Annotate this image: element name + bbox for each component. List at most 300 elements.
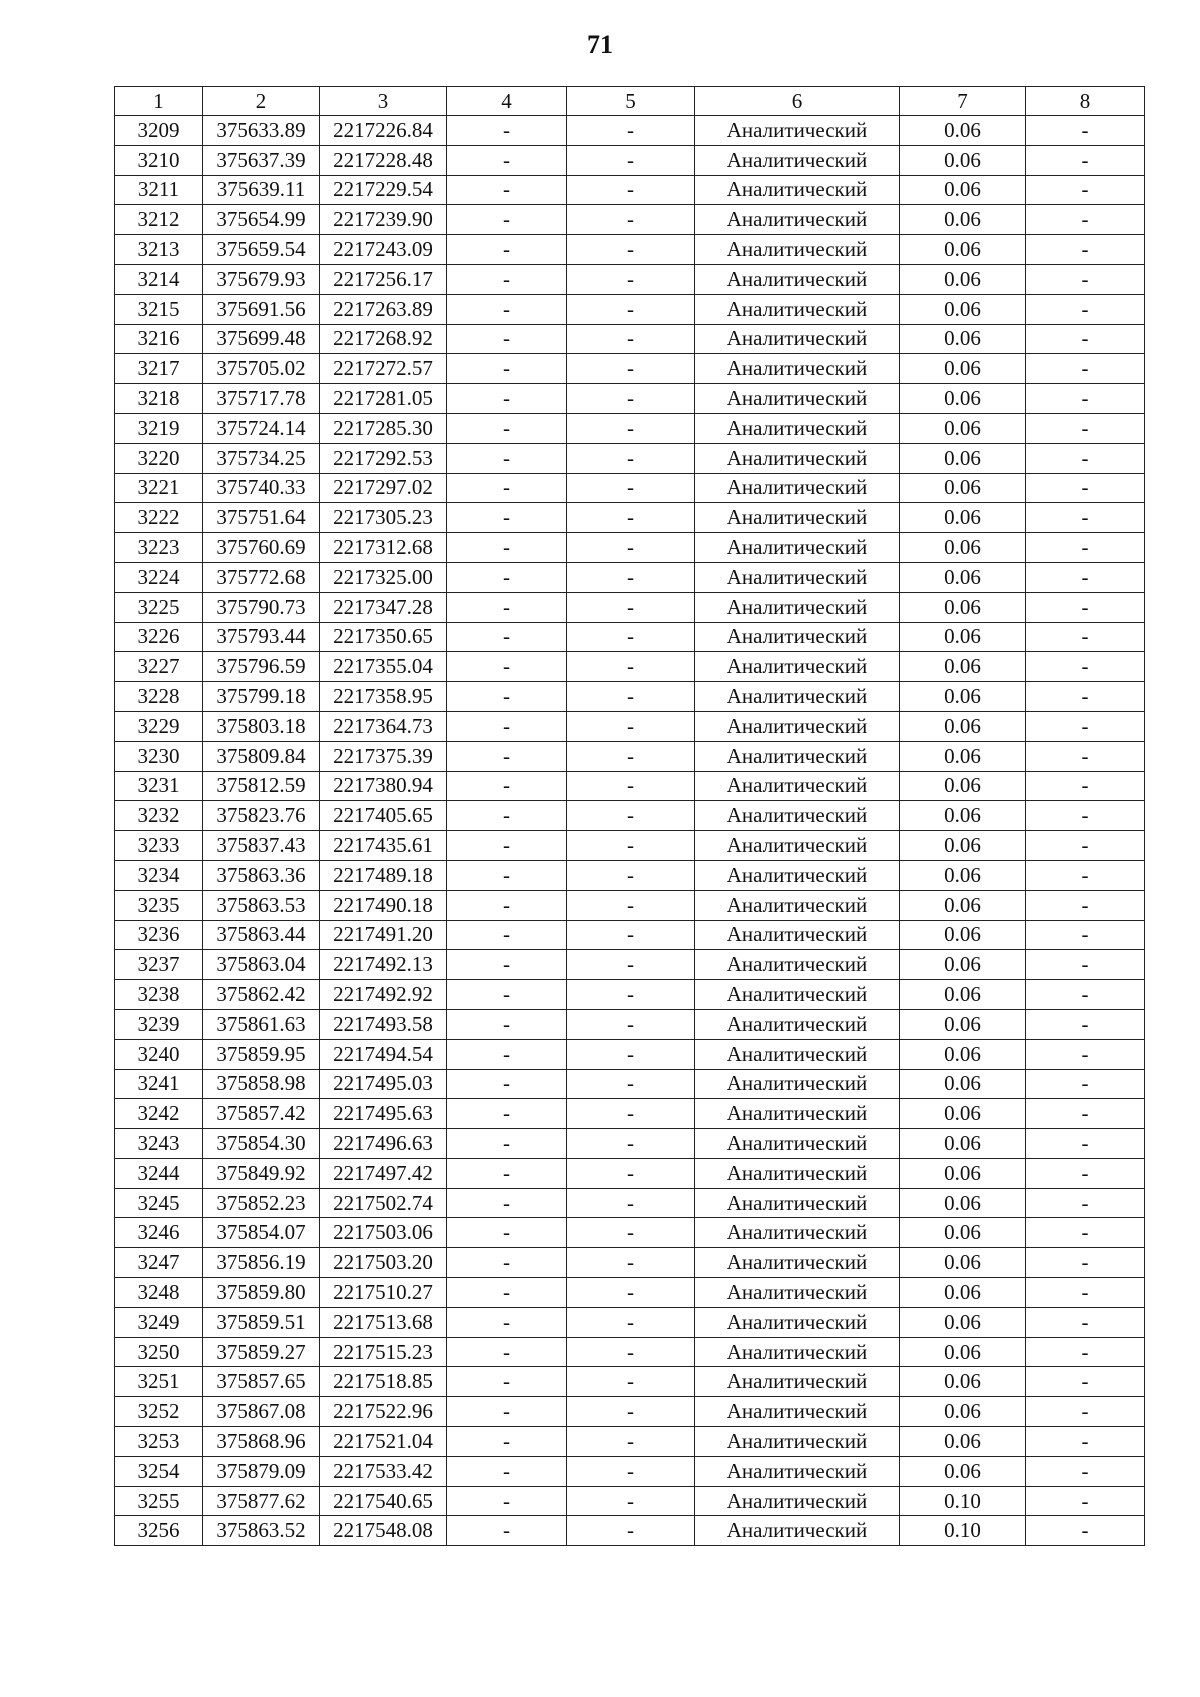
method-cell: Аналитический (695, 1486, 900, 1516)
point-number-cell: 3222 (115, 503, 203, 533)
accuracy-cell: 0.06 (900, 1278, 1026, 1308)
col8-cell: - (1026, 1397, 1145, 1427)
y-coordinate-cell: 2217518.85 (320, 1367, 447, 1397)
method-cell: Аналитический (695, 920, 900, 950)
col5-cell: - (567, 205, 695, 235)
column-header: 2 (203, 87, 320, 116)
table-row (115, 473, 1145, 503)
table-row (115, 831, 1145, 861)
col8-cell: - (1026, 354, 1145, 384)
col5-cell: - (567, 533, 695, 563)
table-header (115, 87, 1145, 116)
table-row (115, 1039, 1145, 1069)
method-cell: Аналитический (695, 384, 900, 414)
method-cell: Аналитический (695, 116, 900, 146)
col5-cell: - (567, 473, 695, 503)
x-coordinate-cell: 375799.18 (203, 682, 320, 712)
col4-cell: - (447, 145, 567, 175)
accuracy-cell: 0.06 (900, 1337, 1026, 1367)
x-coordinate-cell: 375858.98 (203, 1069, 320, 1099)
table-row (115, 205, 1145, 235)
y-coordinate-cell: 2217285.30 (320, 413, 447, 443)
y-coordinate-cell: 2217513.68 (320, 1307, 447, 1337)
accuracy-cell: 0.06 (900, 741, 1026, 771)
method-cell: Аналитический (695, 622, 900, 652)
col8-cell: - (1026, 116, 1145, 146)
col8-cell: - (1026, 1099, 1145, 1129)
y-coordinate-cell: 2217355.04 (320, 652, 447, 682)
y-coordinate-cell: 2217540.65 (320, 1486, 447, 1516)
table-row (115, 711, 1145, 741)
col4-cell: - (447, 771, 567, 801)
x-coordinate-cell: 375849.92 (203, 1158, 320, 1188)
y-coordinate-cell: 2217503.06 (320, 1218, 447, 1248)
point-number-cell: 3212 (115, 205, 203, 235)
point-number-cell: 3216 (115, 324, 203, 354)
y-coordinate-cell: 2217297.02 (320, 473, 447, 503)
point-number-cell: 3229 (115, 711, 203, 741)
col4-cell: - (447, 950, 567, 980)
method-cell: Аналитический (695, 1069, 900, 1099)
y-coordinate-cell: 2217510.27 (320, 1278, 447, 1308)
col4-cell: - (447, 1397, 567, 1427)
col4-cell: - (447, 1248, 567, 1278)
col5-cell: - (567, 1218, 695, 1248)
col8-cell: - (1026, 950, 1145, 980)
col4-cell: - (447, 860, 567, 890)
col5-cell: - (567, 1069, 695, 1099)
x-coordinate-cell: 375812.59 (203, 771, 320, 801)
accuracy-cell: 0.06 (900, 473, 1026, 503)
point-number-cell: 3209 (115, 116, 203, 146)
col8-cell: - (1026, 741, 1145, 771)
table-row (115, 890, 1145, 920)
col5-cell: - (567, 1278, 695, 1308)
table-row (115, 1397, 1145, 1427)
x-coordinate-cell: 375856.19 (203, 1248, 320, 1278)
x-coordinate-cell: 375859.95 (203, 1039, 320, 1069)
col8-cell: - (1026, 1158, 1145, 1188)
method-cell: Аналитический (695, 890, 900, 920)
col8-cell: - (1026, 1307, 1145, 1337)
x-coordinate-cell: 375679.93 (203, 264, 320, 294)
accuracy-cell: 0.06 (900, 890, 1026, 920)
col8-cell: - (1026, 264, 1145, 294)
method-cell: Аналитический (695, 1009, 900, 1039)
col4-cell: - (447, 205, 567, 235)
accuracy-cell: 0.06 (900, 592, 1026, 622)
point-number-cell: 3232 (115, 801, 203, 831)
col4-cell: - (447, 1158, 567, 1188)
method-cell: Аналитический (695, 1188, 900, 1218)
x-coordinate-cell: 375863.36 (203, 860, 320, 890)
col4-cell: - (447, 890, 567, 920)
accuracy-cell: 0.06 (900, 1188, 1026, 1218)
accuracy-cell: 0.06 (900, 1009, 1026, 1039)
point-number-cell: 3218 (115, 384, 203, 414)
col5-cell: - (567, 1248, 695, 1278)
col8-cell: - (1026, 562, 1145, 592)
x-coordinate-cell: 375863.04 (203, 950, 320, 980)
accuracy-cell: 0.06 (900, 682, 1026, 712)
col4-cell: - (447, 116, 567, 146)
accuracy-cell: 0.06 (900, 1367, 1026, 1397)
col4-cell: - (447, 1367, 567, 1397)
table-row (115, 771, 1145, 801)
method-cell: Аналитический (695, 682, 900, 712)
col4-cell: - (447, 1218, 567, 1248)
col8-cell: - (1026, 1069, 1145, 1099)
method-cell: Аналитический (695, 860, 900, 890)
col8-cell: - (1026, 533, 1145, 563)
col4-cell: - (447, 413, 567, 443)
col4-cell: - (447, 1337, 567, 1367)
method-cell: Аналитический (695, 741, 900, 771)
col4-cell: - (447, 175, 567, 205)
x-coordinate-cell: 375863.53 (203, 890, 320, 920)
table-row (115, 920, 1145, 950)
method-cell: Аналитический (695, 1367, 900, 1397)
x-coordinate-cell: 375879.09 (203, 1456, 320, 1486)
x-coordinate-cell: 375854.07 (203, 1218, 320, 1248)
table-row (115, 801, 1145, 831)
accuracy-cell: 0.06 (900, 860, 1026, 890)
method-cell: Аналитический (695, 503, 900, 533)
table-row (115, 384, 1145, 414)
col5-cell: - (567, 1397, 695, 1427)
y-coordinate-cell: 2217497.42 (320, 1158, 447, 1188)
col5-cell: - (567, 652, 695, 682)
table-row (115, 652, 1145, 682)
y-coordinate-cell: 2217256.17 (320, 264, 447, 294)
method-cell: Аналитический (695, 1516, 900, 1546)
accuracy-cell: 0.06 (900, 384, 1026, 414)
point-number-cell: 3225 (115, 592, 203, 622)
table-row (115, 294, 1145, 324)
method-cell: Аналитический (695, 354, 900, 384)
col4-cell: - (447, 1099, 567, 1129)
col5-cell: - (567, 384, 695, 414)
method-cell: Аналитический (695, 1278, 900, 1308)
y-coordinate-cell: 2217263.89 (320, 294, 447, 324)
col8-cell: - (1026, 1248, 1145, 1278)
col4-cell: - (447, 1278, 567, 1308)
col5-cell: - (567, 920, 695, 950)
page-number: 71 (587, 30, 613, 59)
point-number-cell: 3252 (115, 1397, 203, 1427)
col8-cell: - (1026, 771, 1145, 801)
col8-cell: - (1026, 1427, 1145, 1457)
point-number-cell: 3233 (115, 831, 203, 861)
col8-cell: - (1026, 175, 1145, 205)
col8-cell: - (1026, 831, 1145, 861)
accuracy-cell: 0.06 (900, 1099, 1026, 1129)
x-coordinate-cell: 375740.33 (203, 473, 320, 503)
x-coordinate-cell: 375772.68 (203, 562, 320, 592)
col8-cell: - (1026, 1278, 1145, 1308)
accuracy-cell: 0.06 (900, 264, 1026, 294)
x-coordinate-cell: 375857.42 (203, 1099, 320, 1129)
method-cell: Аналитический (695, 235, 900, 265)
table-row (115, 1069, 1145, 1099)
y-coordinate-cell: 2217522.96 (320, 1397, 447, 1427)
method-cell: Аналитический (695, 1099, 900, 1129)
col5-cell: - (567, 1456, 695, 1486)
col5-cell: - (567, 1486, 695, 1516)
method-cell: Аналитический (695, 711, 900, 741)
point-number-cell: 3240 (115, 1039, 203, 1069)
table-row (115, 1486, 1145, 1516)
table-row (115, 1158, 1145, 1188)
y-coordinate-cell: 2217272.57 (320, 354, 447, 384)
col4-cell: - (447, 503, 567, 533)
table-row (115, 413, 1145, 443)
method-cell: Аналитический (695, 1397, 900, 1427)
col8-cell: - (1026, 324, 1145, 354)
table-row (115, 592, 1145, 622)
x-coordinate-cell: 375867.08 (203, 1397, 320, 1427)
col5-cell: - (567, 1009, 695, 1039)
point-number-cell: 3245 (115, 1188, 203, 1218)
x-coordinate-cell: 375859.27 (203, 1337, 320, 1367)
x-coordinate-cell: 375854.30 (203, 1129, 320, 1159)
x-coordinate-cell: 375859.80 (203, 1278, 320, 1308)
point-number-cell: 3211 (115, 175, 203, 205)
x-coordinate-cell: 375863.44 (203, 920, 320, 950)
col4-cell: - (447, 1188, 567, 1218)
y-coordinate-cell: 2217503.20 (320, 1248, 447, 1278)
method-cell: Аналитический (695, 652, 900, 682)
y-coordinate-cell: 2217435.61 (320, 831, 447, 861)
accuracy-cell: 0.06 (900, 354, 1026, 384)
col8-cell: - (1026, 1129, 1145, 1159)
point-number-cell: 3248 (115, 1278, 203, 1308)
x-coordinate-cell: 375717.78 (203, 384, 320, 414)
method-cell: Аналитический (695, 413, 900, 443)
y-coordinate-cell: 2217502.74 (320, 1188, 447, 1218)
col5-cell: - (567, 175, 695, 205)
method-cell: Аналитический (695, 1427, 900, 1457)
col5-cell: - (567, 1158, 695, 1188)
point-number-cell: 3223 (115, 533, 203, 563)
point-number-cell: 3235 (115, 890, 203, 920)
col5-cell: - (567, 711, 695, 741)
y-coordinate-cell: 2217347.28 (320, 592, 447, 622)
accuracy-cell: 0.06 (900, 562, 1026, 592)
method-cell: Аналитический (695, 592, 900, 622)
table-row (115, 622, 1145, 652)
column-header: 3 (320, 87, 447, 116)
col4-cell: - (447, 801, 567, 831)
accuracy-cell: 0.06 (900, 1248, 1026, 1278)
y-coordinate-cell: 2217490.18 (320, 890, 447, 920)
table-row (115, 682, 1145, 712)
x-coordinate-cell: 375734.25 (203, 443, 320, 473)
col5-cell: - (567, 1367, 695, 1397)
col8-cell: - (1026, 890, 1145, 920)
method-cell: Аналитический (695, 980, 900, 1010)
method-cell: Аналитический (695, 1337, 900, 1367)
col4-cell: - (447, 235, 567, 265)
col4-cell: - (447, 1129, 567, 1159)
col5-cell: - (567, 413, 695, 443)
col4-cell: - (447, 741, 567, 771)
accuracy-cell: 0.06 (900, 533, 1026, 563)
x-coordinate-cell: 375793.44 (203, 622, 320, 652)
y-coordinate-cell: 2217268.92 (320, 324, 447, 354)
point-number-cell: 3214 (115, 264, 203, 294)
x-coordinate-cell: 375809.84 (203, 741, 320, 771)
y-coordinate-cell: 2217491.20 (320, 920, 447, 950)
col5-cell: - (567, 592, 695, 622)
col5-cell: - (567, 562, 695, 592)
point-number-cell: 3243 (115, 1129, 203, 1159)
point-number-cell: 3237 (115, 950, 203, 980)
table-row (115, 741, 1145, 771)
y-coordinate-cell: 2217312.68 (320, 533, 447, 563)
col8-cell: - (1026, 1516, 1145, 1546)
method-cell: Аналитический (695, 145, 900, 175)
y-coordinate-cell: 2217229.54 (320, 175, 447, 205)
method-cell: Аналитический (695, 1039, 900, 1069)
x-coordinate-cell: 375699.48 (203, 324, 320, 354)
table-row (115, 980, 1145, 1010)
x-coordinate-cell: 375639.11 (203, 175, 320, 205)
y-coordinate-cell: 2217521.04 (320, 1427, 447, 1457)
col5-cell: - (567, 1516, 695, 1546)
accuracy-cell: 0.10 (900, 1486, 1026, 1516)
point-number-cell: 3255 (115, 1486, 203, 1516)
x-coordinate-cell: 375724.14 (203, 413, 320, 443)
col5-cell: - (567, 741, 695, 771)
method-cell: Аналитический (695, 473, 900, 503)
table-row (115, 1427, 1145, 1457)
col8-cell: - (1026, 652, 1145, 682)
accuracy-cell: 0.06 (900, 235, 1026, 265)
col4-cell: - (447, 264, 567, 294)
col8-cell: - (1026, 145, 1145, 175)
method-cell: Аналитический (695, 831, 900, 861)
accuracy-cell: 0.06 (900, 294, 1026, 324)
x-coordinate-cell: 375803.18 (203, 711, 320, 741)
col5-cell: - (567, 503, 695, 533)
accuracy-cell: 0.06 (900, 1307, 1026, 1337)
table-row (115, 1009, 1145, 1039)
point-number-cell: 3215 (115, 294, 203, 324)
y-coordinate-cell: 2217305.23 (320, 503, 447, 533)
point-number-cell: 3210 (115, 145, 203, 175)
col4-cell: - (447, 682, 567, 712)
point-number-cell: 3236 (115, 920, 203, 950)
col4-cell: - (447, 562, 567, 592)
y-coordinate-cell: 2217243.09 (320, 235, 447, 265)
point-number-cell: 3242 (115, 1099, 203, 1129)
col4-cell: - (447, 533, 567, 563)
point-number-cell: 3224 (115, 562, 203, 592)
col5-cell: - (567, 1099, 695, 1129)
col8-cell: - (1026, 503, 1145, 533)
point-number-cell: 3253 (115, 1427, 203, 1457)
column-header: 5 (567, 87, 695, 116)
x-coordinate-cell: 375857.65 (203, 1367, 320, 1397)
col5-cell: - (567, 324, 695, 354)
column-header: 8 (1026, 87, 1145, 116)
point-number-cell: 3227 (115, 652, 203, 682)
col4-cell: - (447, 324, 567, 354)
accuracy-cell: 0.06 (900, 324, 1026, 354)
y-coordinate-cell: 2217494.54 (320, 1039, 447, 1069)
col4-cell: - (447, 354, 567, 384)
col5-cell: - (567, 801, 695, 831)
table-row (115, 562, 1145, 592)
point-number-cell: 3246 (115, 1218, 203, 1248)
y-coordinate-cell: 2217533.42 (320, 1456, 447, 1486)
y-coordinate-cell: 2217489.18 (320, 860, 447, 890)
column-header: 7 (900, 87, 1026, 116)
x-coordinate-cell: 375790.73 (203, 592, 320, 622)
method-cell: Аналитический (695, 771, 900, 801)
table-row (115, 443, 1145, 473)
col5-cell: - (567, 1337, 695, 1367)
col4-cell: - (447, 384, 567, 414)
y-coordinate-cell: 2217350.65 (320, 622, 447, 652)
x-coordinate-cell: 375705.02 (203, 354, 320, 384)
method-cell: Аналитический (695, 562, 900, 592)
col5-cell: - (567, 294, 695, 324)
col5-cell: - (567, 980, 695, 1010)
col8-cell: - (1026, 1486, 1145, 1516)
accuracy-cell: 0.06 (900, 175, 1026, 205)
col8-cell: - (1026, 711, 1145, 741)
col5-cell: - (567, 890, 695, 920)
col8-cell: - (1026, 205, 1145, 235)
y-coordinate-cell: 2217292.53 (320, 443, 447, 473)
col4-cell: - (447, 473, 567, 503)
accuracy-cell: 0.06 (900, 920, 1026, 950)
accuracy-cell: 0.06 (900, 831, 1026, 861)
point-number-cell: 3247 (115, 1248, 203, 1278)
x-coordinate-cell: 375852.23 (203, 1188, 320, 1218)
x-coordinate-cell: 375637.39 (203, 145, 320, 175)
x-coordinate-cell: 375633.89 (203, 116, 320, 146)
y-coordinate-cell: 2217548.08 (320, 1516, 447, 1546)
point-number-cell: 3238 (115, 980, 203, 1010)
table-row (115, 324, 1145, 354)
header-row (115, 87, 1145, 116)
accuracy-cell: 0.06 (900, 1069, 1026, 1099)
y-coordinate-cell: 2217375.39 (320, 741, 447, 771)
col4-cell: - (447, 592, 567, 622)
table-row (115, 503, 1145, 533)
accuracy-cell: 0.06 (900, 1427, 1026, 1457)
col5-cell: - (567, 354, 695, 384)
accuracy-cell: 0.10 (900, 1516, 1026, 1546)
col8-cell: - (1026, 1456, 1145, 1486)
col5-cell: - (567, 860, 695, 890)
accuracy-cell: 0.06 (900, 145, 1026, 175)
col5-cell: - (567, 1307, 695, 1337)
accuracy-cell: 0.06 (900, 801, 1026, 831)
col8-cell: - (1026, 294, 1145, 324)
y-coordinate-cell: 2217239.90 (320, 205, 447, 235)
coordinates-table (114, 86, 1145, 1546)
x-coordinate-cell: 375796.59 (203, 652, 320, 682)
y-coordinate-cell: 2217325.00 (320, 562, 447, 592)
point-number-cell: 3230 (115, 741, 203, 771)
accuracy-cell: 0.06 (900, 622, 1026, 652)
col8-cell: - (1026, 1218, 1145, 1248)
column-header: 4 (447, 87, 567, 116)
